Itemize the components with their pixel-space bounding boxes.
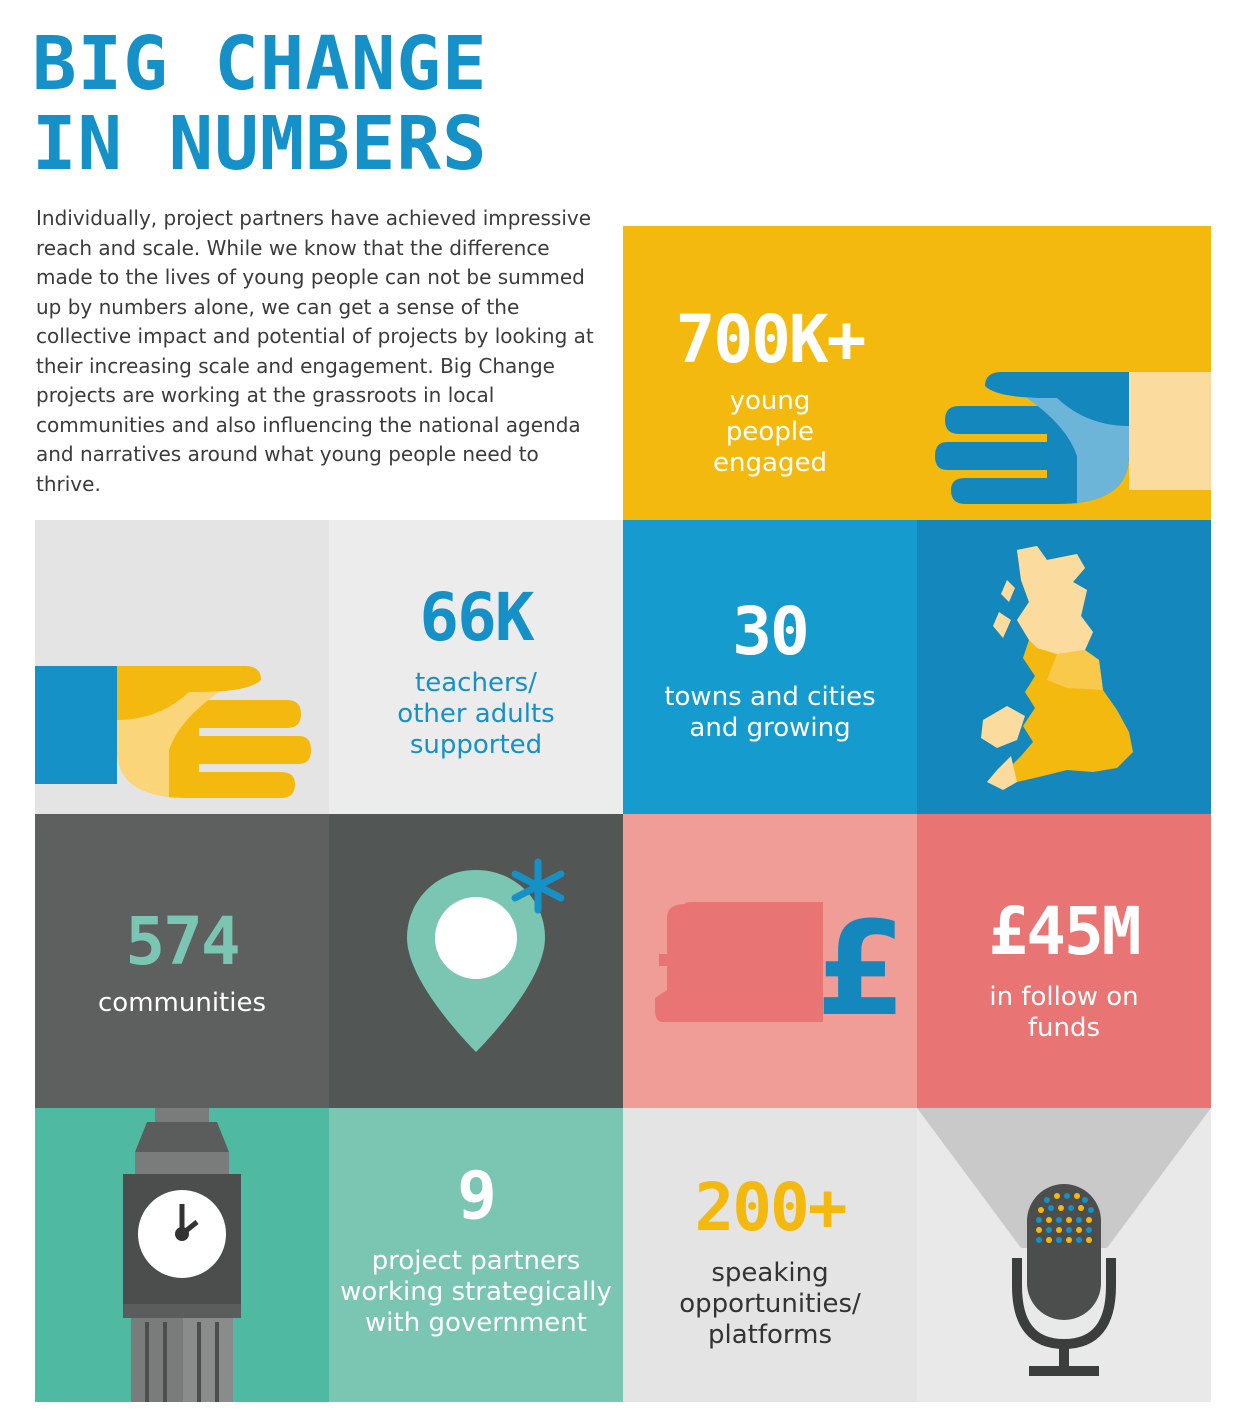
- tile-hand-icon-2: [35, 520, 329, 814]
- title-line-1: BIG CHANGE: [32, 21, 488, 107]
- young-people-label: young people engaged: [713, 386, 827, 478]
- teachers-label: teachers/ other adults supported: [397, 668, 555, 760]
- tile-young-people-stat: [623, 226, 917, 520]
- speaking-label: speaking opportunities/ platforms: [679, 1258, 861, 1350]
- tile-teachers-stat: [329, 520, 623, 814]
- tile-microphone: [917, 1108, 1211, 1402]
- communities-number: 574: [125, 903, 239, 980]
- title-line-2: IN NUMBERS: [32, 101, 488, 187]
- big-ben-icon: [35, 1108, 329, 1402]
- svg-text:£: £: [815, 893, 907, 1045]
- tile-speaking-stat: [623, 1108, 917, 1402]
- funds-stat: [917, 893, 1211, 1044]
- pound-wallet-icon: [623, 814, 917, 1108]
- tile-towns-stat: [623, 520, 917, 814]
- microphone-icon: [917, 1108, 1211, 1402]
- young-people-number: 700K+: [675, 301, 865, 378]
- communities-stat: [35, 903, 329, 1019]
- tile-pound-wallet: [623, 814, 917, 1108]
- towns-label: towns and cities and growing: [664, 682, 876, 743]
- teachers-number: 66K: [419, 579, 533, 656]
- hand-reaching-left-icon: [917, 226, 1211, 520]
- tile-location-pin: [329, 814, 623, 1108]
- towns-number: 30: [732, 593, 808, 670]
- tile-uk-map: [917, 520, 1211, 814]
- young-people-stat: [623, 301, 917, 479]
- location-pin-icon: [329, 814, 623, 1108]
- tile-funds-stat: [917, 814, 1211, 1108]
- towns-stat: [623, 593, 917, 744]
- page-title: [32, 21, 632, 187]
- tile-communities-stat: [35, 814, 329, 1108]
- uk-map-icon: [917, 520, 1211, 814]
- partners-stat: [329, 1157, 623, 1339]
- teachers-stat: [329, 579, 623, 761]
- intro-paragraph: Individually, project partners have achieved impressive reach and scale. While we know that the difference made to the lives of young people can not be summed up by numbers alone, we can get a sense of the collective impact and potential of projects by looking at their increasing scale and engagement. Big Change projects are working at the grassroots in local communities and also influencing the national agenda and narratives around what young people need to thrive.: [36, 206, 594, 496]
- tile-partners-stat: [329, 1108, 623, 1402]
- tile-big-ben: [35, 1108, 329, 1402]
- partners-label: project partners working strategically with government: [340, 1246, 612, 1338]
- hand-reaching-right-icon: [35, 520, 329, 814]
- partners-number: 9: [457, 1157, 495, 1234]
- funds-number: £45M: [988, 893, 1140, 970]
- communities-label: communities: [98, 988, 266, 1018]
- funds-label: in follow on funds: [989, 982, 1139, 1043]
- speaking-number: 200+: [694, 1169, 846, 1246]
- tile-hand-icon: [917, 226, 1211, 520]
- speaking-stat: [623, 1169, 917, 1351]
